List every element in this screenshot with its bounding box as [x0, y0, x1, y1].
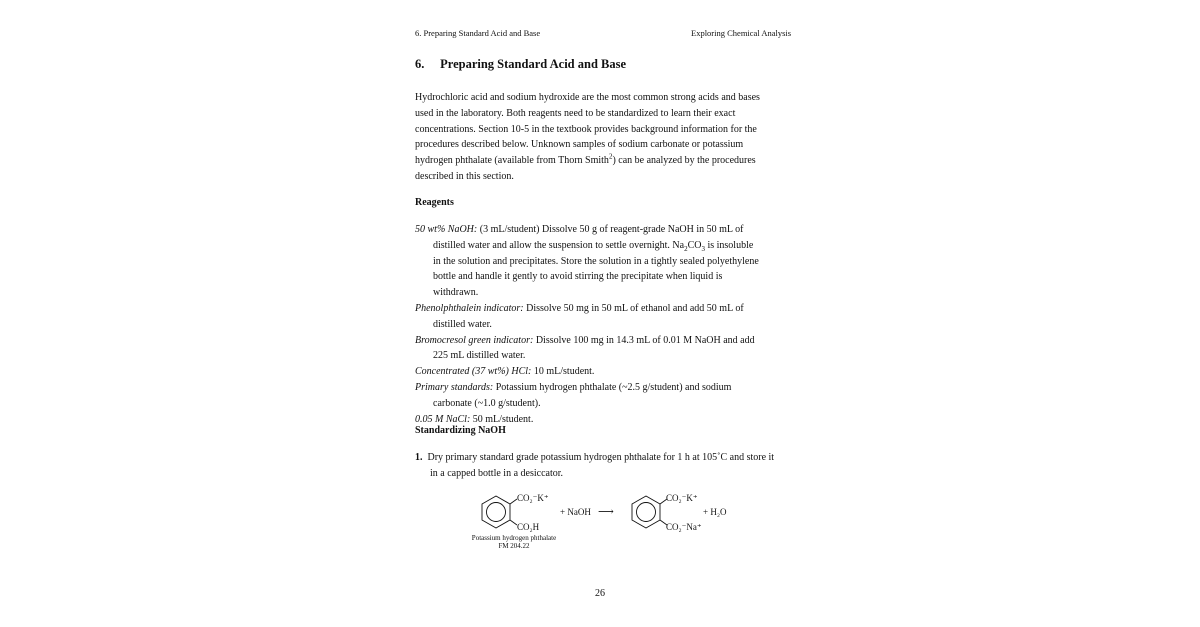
page-number: 26: [595, 588, 605, 599]
intro-text-1: Hydrochloric acid and sodium hydroxide are the most common strong acids and bases used in the laboratory. Both reagents need to be standardized to learn their exact concentrations. Section 10-5 in the textbook provides background information for the procedures described below. Unknown samples of sodium carbonate or potassium hydrogen phthalate (available from Thorn Smith: [415, 92, 760, 167]
reagent-label: Concentrated (37 wt%) HCl:: [415, 366, 532, 378]
reagent-hcl: [415, 364, 760, 380]
reagent-label: Primary standards:: [415, 381, 494, 393]
formula-mass-caption: FM 204.22: [498, 542, 530, 550]
reagent-text: Dissolve 100 mg in 14.3 mL of 0.01 M NaOH and add 225 mL distilled water.: [433, 334, 755, 362]
reagents-heading: Reagents: [415, 197, 454, 208]
reactant-top-group: CO₂⁻K⁺: [517, 493, 549, 503]
compound-name-caption: Potassium hydrogen phthalate: [471, 534, 557, 542]
reagent-text: CO: [687, 239, 702, 251]
intro-text-2: ) can be analyzed by the procedures described in this section.: [415, 155, 756, 182]
reagent-text: 10 mL/student.: [531, 366, 595, 378]
reagents-list: [415, 222, 760, 427]
reagent-naoh: [415, 222, 760, 301]
section-number: 6.: [415, 57, 425, 71]
reagent-text: Potassium hydrogen phthalate (~2.5 g/student) and sodium carbonate (~1.0 g/student).: [433, 381, 732, 409]
plus-naoh: + NaOH: [560, 507, 591, 517]
plus-water: + H₂O: [703, 507, 727, 517]
reagent-text: (3 mL/student) Dissolve 50 g of reagent-grade NaOH in 50 mL of distilled water and allow the suspension to settle overnight. Na: [433, 224, 744, 251]
section-title-text: Preparing Standard Acid and Base: [440, 57, 627, 71]
reactant-bottom-group: CO₂H: [517, 522, 540, 532]
footnote-marker: 2: [608, 152, 613, 161]
section-title: [415, 57, 626, 72]
subscript: 2: [684, 244, 688, 253]
reagent-text: Dissolve 50 mg in 50 mL of ethanol and add 50 mL of distilled water.: [433, 302, 744, 330]
subscript: 3: [701, 244, 705, 253]
reaction-scheme: [460, 486, 750, 556]
reaction-arrow: ⟶: [598, 506, 614, 518]
step-number: 1.: [415, 452, 423, 463]
procedure-step-1: [415, 450, 775, 482]
reagent-text: 50 mL/student.: [470, 413, 534, 425]
standardizing-heading: Standardizing NaOH: [415, 425, 506, 436]
reagent-label: Phenolphthalein indicator:: [415, 302, 524, 314]
product-bottom-group: CO₂⁻Na⁺: [666, 522, 702, 532]
reagent-phenolphthalein: [415, 301, 760, 333]
benzene-ring-reactant: [482, 496, 517, 528]
reagent-label: Bromocresol green indicator:: [415, 334, 534, 346]
running-header-right: Exploring Chemical Analysis: [691, 28, 792, 38]
benzene-ring-product: [632, 496, 667, 528]
reagent-label: 0.05 M NaCl:: [415, 413, 471, 425]
reagent-text: is insoluble in the solution and precipitates. Store the solution in a tightly sealed polyethylene bottle and handle it gently to avoid stirring the precipitate when liquid is withdrawn.: [433, 239, 759, 299]
intro-paragraph: [415, 90, 760, 185]
reagent-label: 50 wt% NaOH:: [415, 224, 478, 235]
running-header-left: 6. Preparing Standard Acid and Base: [415, 28, 541, 38]
reagent-primary-standards: [415, 380, 760, 412]
product-top-group: CO₂⁻K⁺: [666, 493, 698, 503]
step-text: Dry primary standard grade potassium hydrogen phthalate for 1 h at 105˚C and store it in a capped bottle in a desiccator.: [427, 452, 775, 479]
reagent-bromocresol: [415, 333, 760, 365]
